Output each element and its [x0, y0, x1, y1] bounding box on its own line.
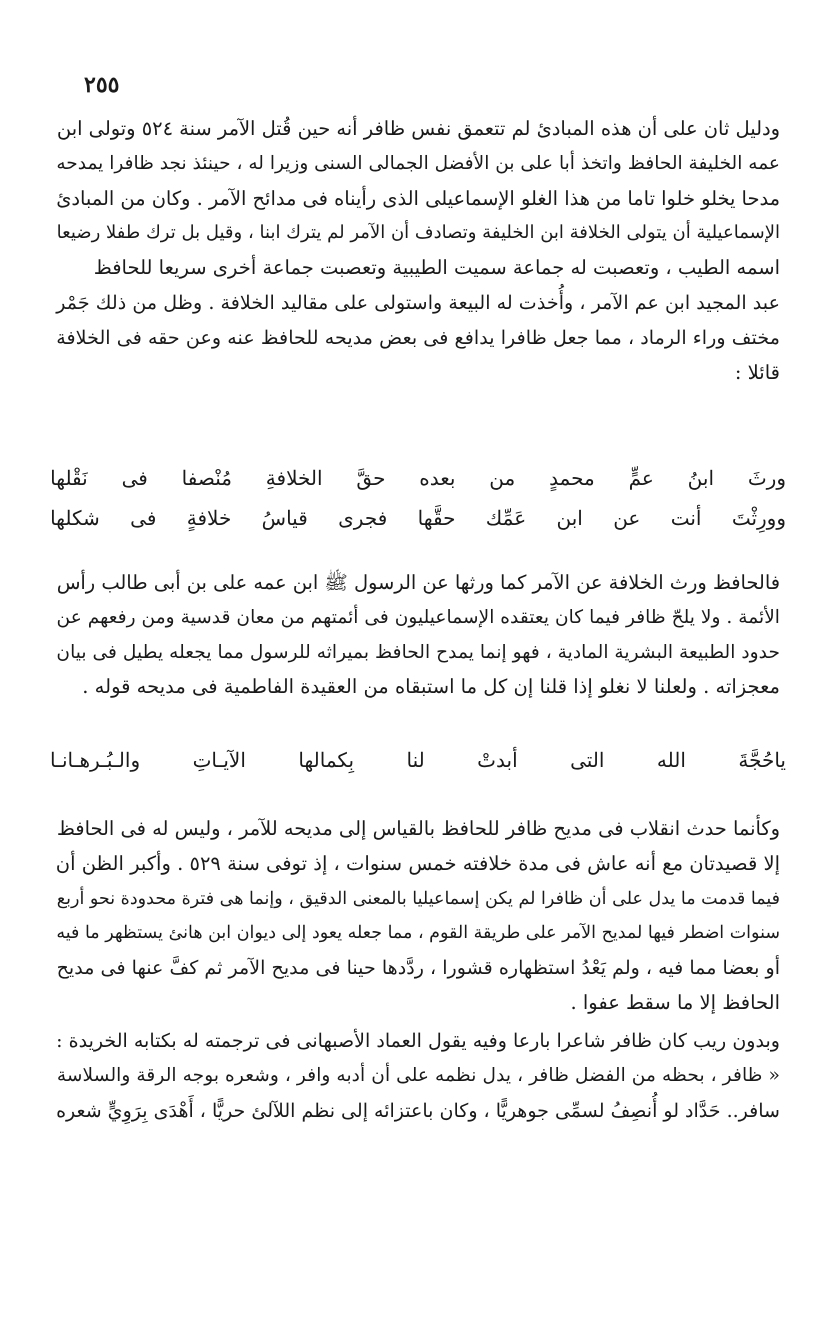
- text-line: ودليل ثان على أن هذه المبادئ لم تتعمق نفس ظافر أنه حين قُتل الآمر سنة ٥٢٤ وتولى ابن: [56, 117, 780, 140]
- text-line: الأئمة . ولا يلحّ ظافر فيما كان يعتقده الإسماعيليون فى أئمتهم من معان قدسية ومن رفعهم عن: [56, 606, 780, 628]
- poem-word: وورِثْتَ: [731, 506, 786, 530]
- poem-word: ابن: [556, 506, 583, 530]
- text-line: الإسماعيلية أن يتولى الخلافة ابن الخليفة وتصادف أن الآمر لم يترك ابنا ، وقيل بل ترك طفلا رضيعا: [56, 222, 780, 244]
- text-line: قائلا :: [734, 360, 780, 384]
- poem-word: بِكمالها: [298, 748, 355, 772]
- text-line: مختف وراء الرماد ، مما جعل ظافرا يدافع فى بعض مديحه للحافظ عنه وعن حقه فى الخلافة: [56, 325, 780, 349]
- poem-word: عَمِّك: [485, 506, 527, 530]
- poem-word: فى: [130, 506, 157, 530]
- poem-word: والـبُـرهـانـا: [50, 748, 141, 772]
- paragraph-1: [56, 112, 780, 390]
- poem-word: لنا: [406, 748, 425, 772]
- text-line: عبد المجيد ابن عم الآمر ، وأُخذت له البيعة واستولى على مقاليد الخلافة . وظل من ذلك جَمْر: [56, 290, 780, 314]
- poem-line: [50, 466, 786, 506]
- poem-word: من: [489, 466, 516, 490]
- poem-word: شكلها: [50, 506, 100, 530]
- poem-word: فجرى: [338, 506, 388, 530]
- poem-word: الله: [656, 748, 686, 772]
- poem-word: ياحُجَّةَ: [738, 748, 786, 772]
- text-line: إلا قصيدتان مع أنه عاش فى مدة خلافته خمس سنوات ، إذ توفى سنة ٥٢٩ . وأكبر الظن أن: [55, 851, 780, 875]
- poem-word: حقَّ: [356, 466, 386, 490]
- text-line: معجزاته . ولعلنا لا نغلو إذا قلنا إن كل ما استبقاه من العقيدة الفاطمية فى مديحه قوله .: [82, 675, 780, 699]
- poem-word: قياسُ: [261, 506, 308, 530]
- poem-word: محمدٍ: [549, 466, 595, 490]
- text-line: عمه الخليفة الحافظ واتخذ أبا على بن الأفضل الجمالى السنى وزيرا له ، حينئذ نجد ظافرا يمدحه: [56, 152, 780, 174]
- poem-word: مُنْصفا: [181, 466, 232, 490]
- text-line: حدود الطبيعة البشرية المادية ، فهو إنما يمدح الحافظ بميراثه للرسول مما يجعله يطيل فى بيان: [56, 641, 780, 663]
- text-line: مدحا يخلو خلوا تاما من هذا الغلو الإسماعيلى الذى رأيناه فى مدائح الآمر . وكان من المبادئ: [56, 186, 780, 210]
- page-number: ٢٥٥: [84, 72, 120, 98]
- text-line: أو بعضا مما فيه ، ولم يَعْدُ استظهاره قشورا ، ردَّدها حينا فى مديح الآمر ثم كفَّ عنها فى مديح: [56, 956, 780, 980]
- text-line: الحافظ إلا ما سقط عفوا .: [570, 990, 780, 1014]
- poem-word: الخلافةِ: [265, 466, 323, 490]
- paragraph-3: [56, 812, 780, 1021]
- text-line: فيما قدمت ما يدل على أن ظافرا لم يكن إسماعيليا بالمعنى الدقيق ، وإنما هى فترة محدودة نحو أربع: [56, 888, 780, 909]
- text-line: سنوات اضطر فيها لمديح الآمر على طريقة القوم ، مما جعله يعود إلى ديوان ابن هانئ يستظهر ما فيه: [56, 923, 780, 944]
- text-line: وكأنما حدث انقلاب فى مديح ظافر للحافظ بالقياس إلى مديحه للآمر ، وليس له فى الحافظ: [56, 817, 780, 840]
- poem-word: ورثَ: [747, 466, 786, 490]
- poem-line: [50, 506, 786, 546]
- poem-word: التى: [570, 748, 605, 772]
- text-line: فالحافظ ورث الخلافة عن الآمر كما ورثها عن الرسول ﷺ ابن عمه على بن أبى طالب رأس: [56, 571, 780, 594]
- poem-line: [50, 748, 786, 788]
- poem-word: أبدتْ: [477, 748, 518, 772]
- poem-word: خلافةٍ: [186, 506, 232, 530]
- poem-verse-2: [50, 748, 786, 788]
- text-line: « ظافر ، بحظه من الفضل ظافر ، يدل نظمه على أن أدبه وافر ، وشعره بوجه الرقة والسلاسة: [56, 1064, 780, 1086]
- text-line: سافر.. حَدَّاد لو أُنصِفُ لسمِّى جوهريًّا ، وكان باعتزائه إلى نظم اللآلئ حريًّا ، أَهْدَى بِرَوِيٍّ شعره: [56, 1099, 780, 1122]
- poem-word: نَقْلها: [50, 466, 88, 490]
- poem-word: أنت: [670, 506, 702, 530]
- poem-word: ابنُ: [687, 466, 715, 490]
- text-line: وبدون ريب كان ظافر شاعرا بارعا وفيه يقول العماد الأصبهانى فى ترجمته له بكتابه الخريدة :: [56, 1030, 780, 1052]
- poem-word: فى: [121, 466, 148, 490]
- paragraph-4: [56, 1024, 780, 1128]
- poem-word: بعده: [419, 466, 456, 490]
- poem-word: عن: [613, 506, 641, 530]
- poem-word: الآيـاتِ: [192, 748, 246, 772]
- paragraph-2: [56, 566, 780, 705]
- text-line: اسمه الطيب ، وتعصبت له جماعة سميت الطيبية وتعصبت جماعة أخرى سريعا للحافظ: [93, 256, 780, 280]
- poem-word: حقَّها: [417, 506, 456, 530]
- poem-word: عمٍّ: [628, 466, 654, 490]
- poem-verses-1: [50, 466, 786, 546]
